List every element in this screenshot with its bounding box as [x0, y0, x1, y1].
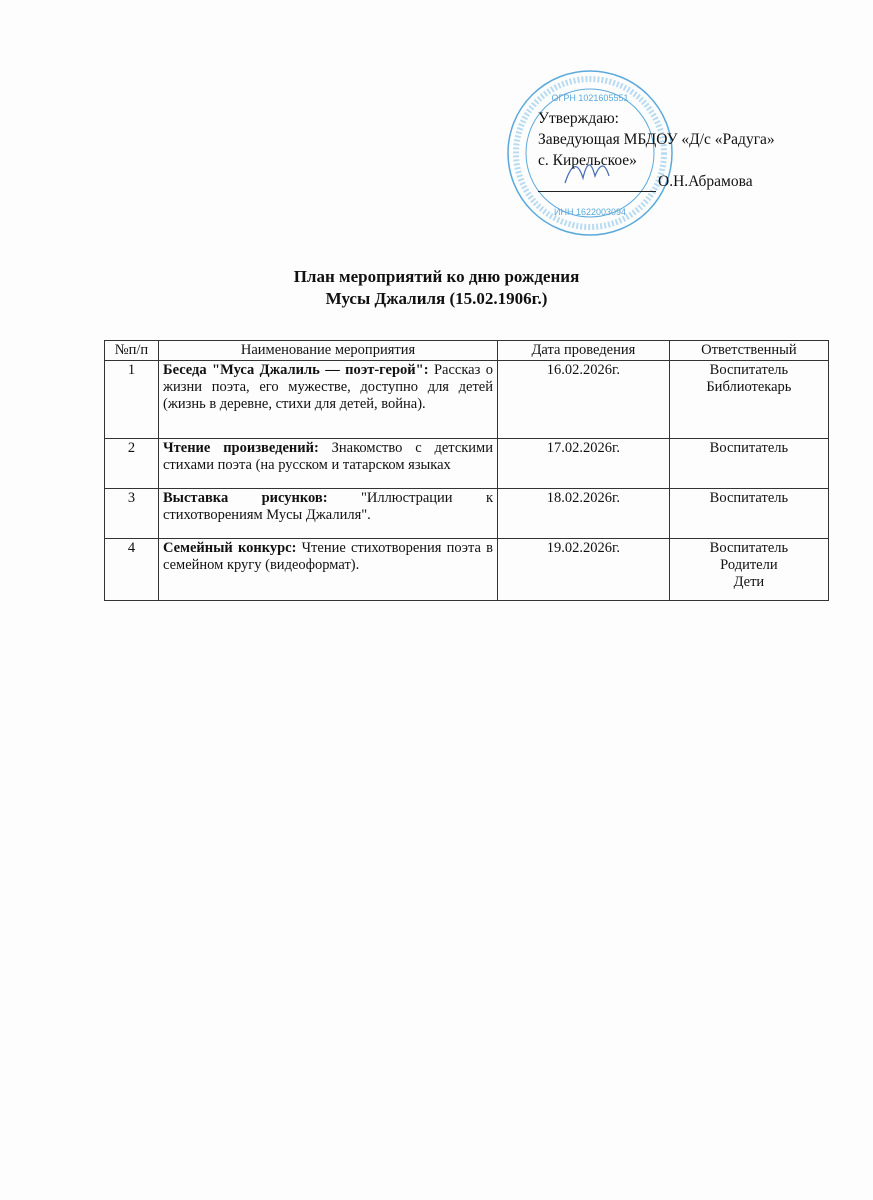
- responsible-person: Воспитатель: [709, 362, 789, 378]
- event-title: Семейный конкурс:: [163, 540, 297, 556]
- event-date: 19.02.2026г.: [498, 539, 670, 601]
- responsible-person: Родители: [720, 557, 778, 573]
- row-number: 2: [105, 439, 159, 489]
- stamp-inn: ИНН 1622003094: [553, 207, 627, 217]
- event-text: Знакомство с детскими стихами поэта (на русском и татарском языках: [163, 440, 493, 473]
- responsible-person: Воспитатель: [709, 490, 789, 506]
- event-responsible: [669, 361, 828, 439]
- event-text: Рассказ о жизни поэта, его мужестве, доступно для детей (жизнь в деревне, стихи для детей, война).: [163, 362, 493, 412]
- signature-line: [538, 177, 656, 192]
- event-responsible: [669, 489, 828, 539]
- document-title: [0, 266, 873, 310]
- header-date: Дата проведения: [498, 341, 670, 361]
- table-header-row: [105, 341, 829, 361]
- approval-line3: с. Кирельское»: [538, 152, 637, 169]
- table-row: [105, 489, 829, 539]
- header-resp: Ответственный: [669, 341, 828, 361]
- event-responsible: [669, 439, 828, 489]
- responsible-person: Воспитатель: [709, 540, 789, 556]
- event-title: Чтение произведений:: [163, 440, 319, 456]
- row-number: 3: [105, 489, 159, 539]
- table-row: [105, 439, 829, 489]
- event-date: 17.02.2026г.: [498, 439, 670, 489]
- header-name: Наименование мероприятия: [159, 341, 498, 361]
- responsible-person: Воспитатель: [709, 440, 789, 456]
- header-num: №п/п: [105, 341, 159, 361]
- event-description: [159, 489, 498, 539]
- event-responsible: [669, 539, 828, 601]
- event-description: [159, 539, 498, 601]
- event-date: 16.02.2026г.: [498, 361, 670, 439]
- responsible-person: Дети: [733, 574, 765, 590]
- approval-line1: Утверждаю:: [538, 110, 619, 127]
- table-row: [105, 539, 829, 601]
- event-text: "Иллюстрации к стихотворениям Мусы Джалиля".: [163, 490, 493, 523]
- event-title: Беседа "Муса Джалиль — поэт-герой":: [163, 362, 429, 378]
- event-description: [159, 361, 498, 439]
- event-description: [159, 439, 498, 489]
- row-number: 1: [105, 361, 159, 439]
- title-line1: План мероприятий ко дню рождения: [293, 267, 580, 286]
- row-number: 4: [105, 539, 159, 601]
- responsible-person: Библиотекарь: [706, 379, 792, 395]
- events-table: [104, 340, 829, 601]
- event-date: 18.02.2026г.: [498, 489, 670, 539]
- title-line2: Мусы Джалиля (15.02.1906г.): [325, 289, 548, 308]
- signer-name: О.Н.Абрамова: [658, 173, 753, 190]
- approval-block: [538, 108, 775, 192]
- event-title: Выставка рисунков:: [163, 490, 328, 506]
- table-row: [105, 361, 829, 439]
- event-text: Чтение стихотворения поэта в семейном кругу (видеоформат).: [163, 540, 493, 573]
- stamp-ogrn: ОГРН 1021605551: [551, 93, 629, 103]
- approval-line2: Заведующая МБДОУ «Д/с «Радуга»: [538, 131, 775, 148]
